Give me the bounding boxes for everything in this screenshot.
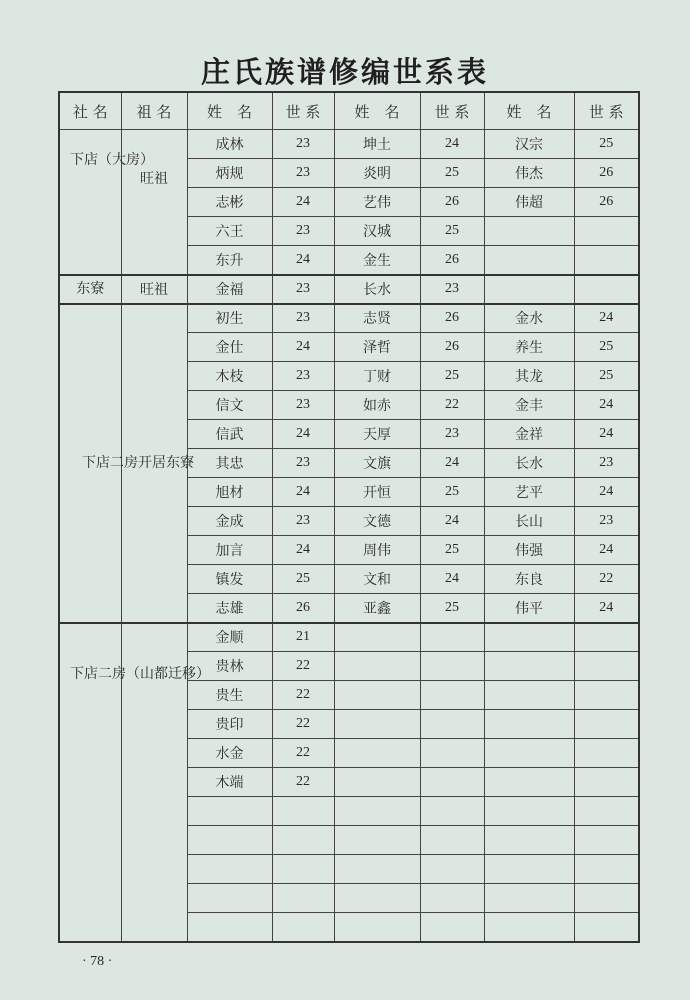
generation-cell: 22 [272, 681, 334, 710]
person-name-cell: 志彬 [187, 188, 272, 217]
person-name-cell [334, 652, 420, 681]
person-name-cell [334, 884, 420, 913]
generation-cell: 26 [420, 246, 484, 275]
header-name-1: 姓 名 [187, 92, 272, 130]
person-name-cell: 伟杰 [484, 159, 574, 188]
generation-cell: 22 [574, 565, 639, 594]
generation-cell: 22 [272, 768, 334, 797]
generation-cell: 22 [272, 710, 334, 739]
generation-cell: 26 [420, 304, 484, 333]
person-name-cell: 亚鑫 [334, 594, 420, 623]
generation-cell: 25 [420, 594, 484, 623]
person-name-cell [484, 217, 574, 246]
generation-cell [420, 826, 484, 855]
person-name-cell: 旭材 [187, 478, 272, 507]
generation-cell: 26 [574, 188, 639, 217]
person-name-cell: 成林 [187, 130, 272, 159]
person-name-cell [484, 797, 574, 826]
she-name-cell: 下店二房（山都迁移） [59, 623, 121, 942]
generation-cell [574, 217, 639, 246]
person-name-cell [334, 739, 420, 768]
zu-name-cell: 旺祖 [121, 130, 187, 275]
header-gen-2: 世 系 [420, 92, 484, 130]
generation-cell: 23 [272, 304, 334, 333]
person-name-cell: 加言 [187, 536, 272, 565]
generation-cell: 25 [574, 333, 639, 362]
generation-cell: 21 [272, 623, 334, 652]
header-gen-3: 世 系 [574, 92, 639, 130]
generation-cell: 24 [574, 420, 639, 449]
person-name-cell: 泽哲 [334, 333, 420, 362]
generation-cell [420, 623, 484, 652]
generation-cell: 24 [420, 449, 484, 478]
person-name-cell: 汉宗 [484, 130, 574, 159]
generation-cell: 24 [420, 130, 484, 159]
person-name-cell: 炳规 [187, 159, 272, 188]
generation-cell [272, 855, 334, 884]
table-row [59, 130, 639, 159]
person-name-cell: 如赤 [334, 391, 420, 420]
person-name-cell: 初生 [187, 304, 272, 333]
header-row [59, 92, 639, 130]
generation-cell: 25 [420, 478, 484, 507]
generation-cell: 24 [420, 507, 484, 536]
person-name-cell: 周伟 [334, 536, 420, 565]
person-name-cell: 东良 [484, 565, 574, 594]
generation-cell [420, 652, 484, 681]
generation-cell: 23 [420, 420, 484, 449]
person-name-cell [334, 855, 420, 884]
generation-cell: 23 [272, 449, 334, 478]
person-name-cell: 镇发 [187, 565, 272, 594]
person-name-cell: 开恒 [334, 478, 420, 507]
generation-cell [420, 855, 484, 884]
person-name-cell: 伟强 [484, 536, 574, 565]
generation-cell: 24 [272, 420, 334, 449]
person-name-cell: 长水 [484, 449, 574, 478]
person-name-cell [334, 623, 420, 652]
header-gen-1: 世 系 [272, 92, 334, 130]
generation-cell: 24 [574, 536, 639, 565]
person-name-cell [187, 797, 272, 826]
person-name-cell [484, 275, 574, 304]
generation-cell: 23 [574, 507, 639, 536]
header-zu-name: 祖 名 [121, 92, 187, 130]
generation-cell [420, 797, 484, 826]
generation-cell: 24 [272, 478, 334, 507]
person-name-cell: 志贤 [334, 304, 420, 333]
generation-cell: 24 [272, 333, 334, 362]
generation-cell: 25 [420, 159, 484, 188]
generation-cell: 25 [574, 362, 639, 391]
generation-cell [420, 739, 484, 768]
person-name-cell [187, 855, 272, 884]
person-name-cell: 金仕 [187, 333, 272, 362]
generation-cell: 23 [272, 391, 334, 420]
person-name-cell: 养生 [484, 333, 574, 362]
generation-cell: 24 [574, 594, 639, 623]
person-name-cell: 金祥 [484, 420, 574, 449]
generation-cell: 26 [272, 594, 334, 623]
generation-cell: 22 [272, 739, 334, 768]
person-name-cell: 信文 [187, 391, 272, 420]
person-name-cell [484, 768, 574, 797]
generation-cell [272, 884, 334, 913]
generation-cell [574, 884, 639, 913]
person-name-cell: 金丰 [484, 391, 574, 420]
generation-cell: 26 [420, 333, 484, 362]
generation-cell: 26 [420, 188, 484, 217]
generation-cell [574, 797, 639, 826]
generation-cell: 26 [574, 159, 639, 188]
person-name-cell: 坤土 [334, 130, 420, 159]
she-name-cell: 下店二房开居东寮 [59, 304, 121, 623]
generation-cell: 23 [272, 275, 334, 304]
generation-cell: 23 [272, 362, 334, 391]
zu-name-cell: 旺祖 [121, 275, 187, 304]
person-name-cell: 水金 [187, 739, 272, 768]
table-row [59, 275, 639, 304]
person-name-cell: 六王 [187, 217, 272, 246]
generation-cell [420, 710, 484, 739]
person-name-cell [187, 913, 272, 942]
generation-cell: 23 [272, 159, 334, 188]
generation-cell: 22 [272, 652, 334, 681]
generation-cell: 24 [420, 565, 484, 594]
generation-cell [420, 884, 484, 913]
person-name-cell [484, 884, 574, 913]
person-name-cell: 艺平 [484, 478, 574, 507]
generation-cell [272, 826, 334, 855]
generation-cell: 22 [420, 391, 484, 420]
table-row [59, 304, 639, 333]
generation-cell [574, 913, 639, 942]
person-name-cell [187, 826, 272, 855]
person-name-cell: 金生 [334, 246, 420, 275]
genealogy-table [58, 91, 640, 943]
generation-cell: 25 [420, 217, 484, 246]
generation-cell: 25 [420, 362, 484, 391]
page-number: · 78 · [82, 954, 113, 969]
generation-cell: 23 [272, 217, 334, 246]
generation-cell: 23 [420, 275, 484, 304]
generation-cell [574, 826, 639, 855]
person-name-cell: 贵印 [187, 710, 272, 739]
generation-cell [574, 681, 639, 710]
person-name-cell [334, 913, 420, 942]
generation-cell: 24 [574, 304, 639, 333]
person-name-cell [484, 681, 574, 710]
person-name-cell [484, 246, 574, 275]
generation-cell [272, 913, 334, 942]
person-name-cell: 艺伟 [334, 188, 420, 217]
generation-cell: 24 [574, 478, 639, 507]
person-name-cell: 志雄 [187, 594, 272, 623]
person-name-cell: 金福 [187, 275, 272, 304]
generation-cell [272, 797, 334, 826]
generation-cell: 25 [420, 536, 484, 565]
generation-cell: 23 [272, 130, 334, 159]
generation-cell [420, 768, 484, 797]
person-name-cell: 长水 [334, 275, 420, 304]
generation-cell: 25 [574, 130, 639, 159]
page-title: 庄氏族谱修编世系表 [200, 55, 489, 89]
person-name-cell [484, 739, 574, 768]
person-name-cell: 东升 [187, 246, 272, 275]
person-name-cell [484, 623, 574, 652]
generation-cell [574, 768, 639, 797]
person-name-cell: 文和 [334, 565, 420, 594]
person-name-cell: 贵生 [187, 681, 272, 710]
generation-cell: 23 [574, 449, 639, 478]
person-name-cell: 文旗 [334, 449, 420, 478]
she-name-cell: 下店（大房） [59, 130, 121, 275]
person-name-cell: 贵林 [187, 652, 272, 681]
person-name-cell: 汉城 [334, 217, 420, 246]
person-name-cell: 金水 [484, 304, 574, 333]
generation-cell: 23 [272, 507, 334, 536]
generation-cell [574, 739, 639, 768]
person-name-cell: 木端 [187, 768, 272, 797]
person-name-cell [334, 710, 420, 739]
person-name-cell: 天厚 [334, 420, 420, 449]
person-name-cell: 金顺 [187, 623, 272, 652]
generation-cell: 24 [272, 536, 334, 565]
generation-cell [574, 855, 639, 884]
person-name-cell [334, 797, 420, 826]
generation-cell [574, 710, 639, 739]
generation-cell: 24 [272, 246, 334, 275]
person-name-cell: 信武 [187, 420, 272, 449]
person-name-cell [484, 855, 574, 884]
she-name-cell: 东寮 [59, 275, 121, 304]
person-name-cell: 长山 [484, 507, 574, 536]
person-name-cell: 丁财 [334, 362, 420, 391]
generation-cell: 24 [272, 188, 334, 217]
person-name-cell [334, 768, 420, 797]
generation-cell [574, 623, 639, 652]
person-name-cell: 文德 [334, 507, 420, 536]
person-name-cell: 伟超 [484, 188, 574, 217]
person-name-cell [334, 826, 420, 855]
generation-cell [574, 275, 639, 304]
header-name-2: 姓 名 [334, 92, 420, 130]
person-name-cell: 木枝 [187, 362, 272, 391]
person-name-cell [484, 710, 574, 739]
person-name-cell [484, 652, 574, 681]
person-name-cell [187, 884, 272, 913]
person-name-cell: 伟平 [484, 594, 574, 623]
header-name-3: 姓 名 [484, 92, 574, 130]
person-name-cell: 金成 [187, 507, 272, 536]
table-row [59, 623, 639, 652]
person-name-cell: 其忠 [187, 449, 272, 478]
header-she-name: 社 名 [59, 92, 121, 130]
person-name-cell: 其龙 [484, 362, 574, 391]
person-name-cell: 炎明 [334, 159, 420, 188]
person-name-cell [334, 681, 420, 710]
generation-cell [420, 913, 484, 942]
generation-cell [574, 652, 639, 681]
person-name-cell [484, 826, 574, 855]
generation-cell: 25 [272, 565, 334, 594]
generation-cell [574, 246, 639, 275]
generation-cell [420, 681, 484, 710]
generation-cell: 24 [574, 391, 639, 420]
person-name-cell [484, 913, 574, 942]
